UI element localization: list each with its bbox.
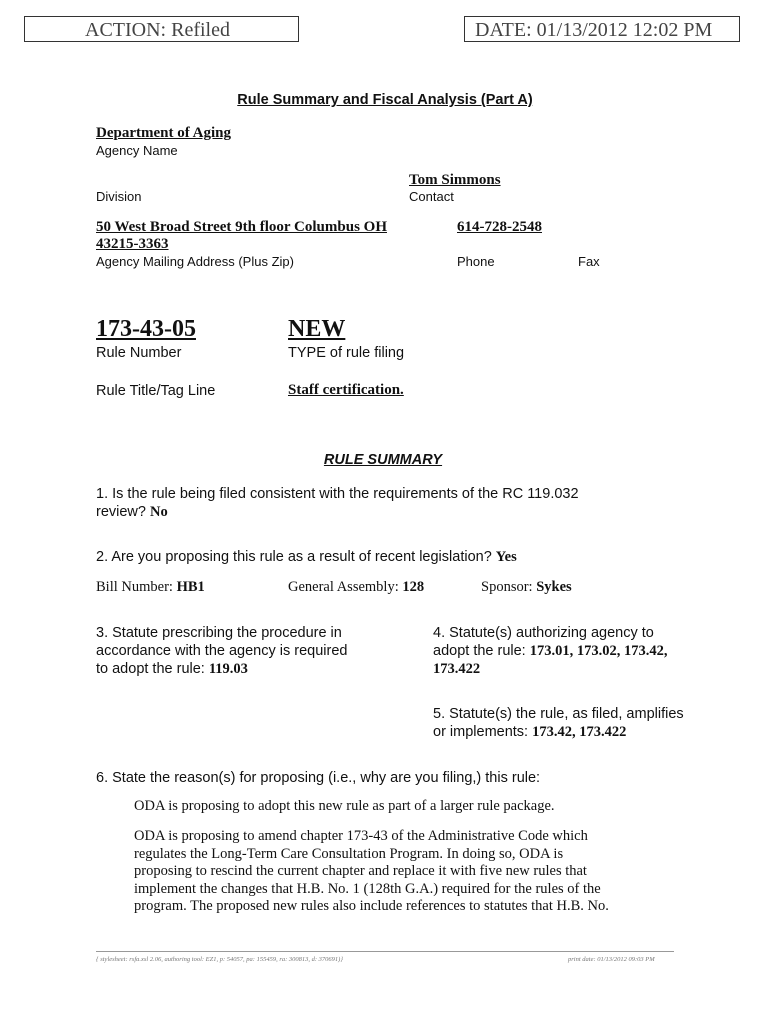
rule-title-label: Rule Title/Tag Line <box>96 383 216 399</box>
mailing-address-label: Agency Mailing Address (Plus Zip) <box>96 254 294 269</box>
sponsor-value: Sykes <box>536 579 572 595</box>
question-3-line1: 3. Statute prescribing the procedure in <box>96 625 342 641</box>
question-1-line1: 1. Is the rule being filed consistent with the requirements of the RC 119.032 <box>96 486 579 502</box>
rule-number: 173-43-05 <box>96 316 196 342</box>
question-5 <box>433 705 733 741</box>
rule-number-label: Rule Number <box>96 345 182 361</box>
division-label: Division <box>96 189 142 204</box>
date-box <box>464 16 740 42</box>
question-4 <box>433 624 733 678</box>
contact-label: Contact <box>409 189 454 204</box>
agency-name-label: Agency Name <box>96 143 178 158</box>
reason-line: regulates the Long-Term Care Consultation Program. In doing so, ODA is <box>134 845 564 862</box>
fax-label: Fax <box>578 254 600 269</box>
bill-number-value: HB1 <box>176 579 205 595</box>
rule-type: NEW <box>288 316 346 342</box>
action-box <box>24 16 299 42</box>
mailing-address-line2: 43215-3363 <box>96 236 169 252</box>
question-5-text: or implements: <box>433 724 529 740</box>
question-2 <box>96 548 517 566</box>
sponsor <box>481 579 572 596</box>
question-1-review: review? <box>96 504 146 520</box>
question-3 <box>96 624 416 678</box>
question-3-line2: accordance with the agency is required <box>96 643 348 659</box>
reason-line: implement the changes that H.B. No. 1 (128th G.A.) required for the rules of the <box>134 880 601 897</box>
question-2-text: 2. Are you proposing this rule as a result of recent legislation? <box>96 549 492 565</box>
question-3-line3 <box>96 660 416 678</box>
rule-type-label: TYPE of rule filing <box>288 345 405 361</box>
contact-name: Tom Simmons <box>409 172 501 188</box>
question-4-answer-b: 173.422 <box>433 661 481 677</box>
bill-number-label: Bill Number: <box>96 579 173 595</box>
question-5-line1: 5. Statute(s) the rule, as filed, amplifies <box>433 706 684 722</box>
agency-name: Department of Aging <box>96 125 231 141</box>
reason-line: ODA is proposing to amend chapter 173-43 of the Administrative Code which <box>134 828 588 844</box>
general-assembly <box>288 579 424 596</box>
mailing-address-line1: 50 West Broad Street 9th floor Columbus OH <box>96 219 387 235</box>
footer-print-date: print date: 01/13/2012 09:03 PM <box>568 956 655 963</box>
phone-number: 614-728-2548 <box>457 219 542 235</box>
reason-line: proposing to rescind the current chapter and replace it with five new rules that <box>134 863 587 879</box>
question-5-line2 <box>433 723 733 741</box>
question-1-line2 <box>96 503 716 521</box>
general-assembly-label: General Assembly: <box>288 579 399 595</box>
question-2-answer: Yes <box>495 549 517 565</box>
question-1-answer: No <box>150 504 168 520</box>
question-5-answer: 173.42, 173.422 <box>532 724 627 740</box>
question-3-text: to adopt the rule: <box>96 661 205 677</box>
bill-number <box>96 579 205 596</box>
footer-stylesheet-info: { stylesheet: rsfa.xsl 2.06, authoring tool: EZ1, p: 54057, pa: 155459, ra: 300813, d: 370691)} <box>96 956 343 963</box>
reason-paragraph-2 <box>134 828 694 916</box>
rule-title: Staff certification. <box>288 382 404 398</box>
general-assembly-value: 128 <box>402 579 425 595</box>
footer-divider <box>96 951 674 952</box>
phone-label: Phone <box>457 254 495 269</box>
question-4-line2 <box>433 642 733 660</box>
action-text: ACTION: Refiled <box>85 19 230 41</box>
question-4-answer-a: 173.01, 173.02, 173.42, <box>529 643 668 659</box>
question-6: 6. State the reason(s) for proposing (i.e., why are you filing,) this rule: <box>96 770 541 786</box>
reason-paragraph-1: ODA is proposing to adopt this new rule as part of a larger rule package. <box>134 798 555 814</box>
sponsor-label: Sponsor: <box>481 579 533 595</box>
date-text: DATE: 01/13/2012 12:02 PM <box>475 19 713 41</box>
page-title: Rule Summary and Fiscal Analysis (Part A) <box>237 92 533 108</box>
question-1 <box>96 485 716 521</box>
question-4-line1: 4. Statute(s) authorizing agency to <box>433 625 654 641</box>
question-4-text: adopt the rule: <box>433 643 526 659</box>
reason-line: program. The proposed new rules also include references to statutes that H.B. No. <box>134 898 609 914</box>
question-3-answer: 119.03 <box>208 661 248 677</box>
rule-summary-heading: RULE SUMMARY <box>323 452 443 468</box>
